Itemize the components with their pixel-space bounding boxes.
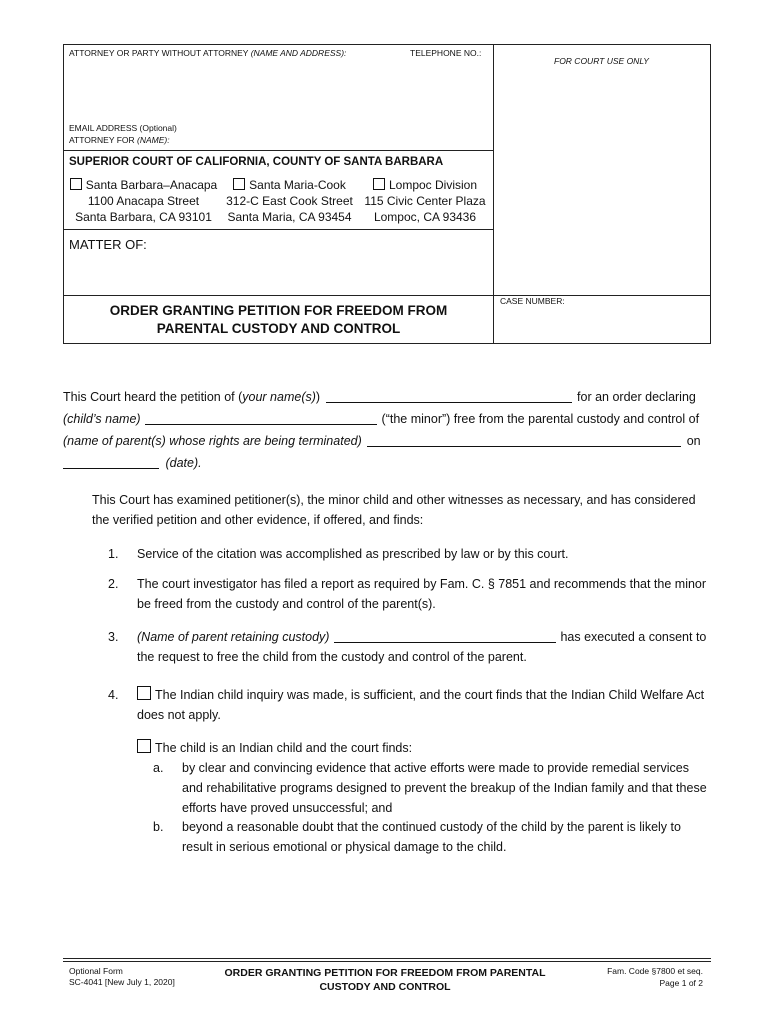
header-right-border: [710, 44, 711, 344]
item-3-text-1: (Name of parent retaining custody) has executed a consent to: [137, 630, 707, 644]
intro-line-4: (date).: [63, 453, 711, 473]
custodial-parent-field[interactable]: [334, 629, 556, 643]
item-4b-line-1: beyond a reasonable doubt that the continued custody of the child by the parent is likely to: [182, 820, 681, 834]
checkbox-santa-maria[interactable]: [233, 178, 245, 190]
intro-line-1: This Court heard the petition of (your name(s)) for an order declaring: [63, 390, 696, 404]
item-4b-line-2: result in serious emotional or physical damage to the child.: [182, 840, 507, 854]
attorney-label: ATTORNEY OR PARTY WITHOUT ATTORNEY (NAME AND ADDRESS):: [69, 48, 347, 58]
matter-of-label: MATTER OF:: [69, 237, 147, 252]
item-4b-label: b.: [153, 820, 164, 834]
division-santa-barbara: Santa Barbara–Anacapa 1100 Anacapa Street Santa Barbara, CA 93101: [66, 177, 221, 225]
form-title: ORDER GRANTING PETITION FOR FREEDOM FROM PARENTAL CUSTODY AND CONTROL: [109, 303, 448, 336]
header-divider-vertical: [493, 44, 494, 344]
checkbox-lompoc[interactable]: [373, 178, 385, 190]
item-4a-line-1: by clear and convincing evidence that active efforts were made to provide remedial services: [182, 761, 689, 775]
header-left-border: [63, 44, 64, 344]
attorney-name-address-field[interactable]: [68, 62, 488, 118]
item-2-text-1: The court investigator has filed a report as required by Fam. C. § 7851 and recommends that the minor: [137, 577, 707, 591]
footer-title: ORDER GRANTING PETITION FOR FREEDOM FROM PARENTAL CUSTODY AND CONTROL: [224, 967, 546, 993]
checkbox-icwa-not-apply[interactable]: [137, 686, 151, 700]
child-name-field[interactable]: [145, 411, 377, 425]
matter-of-field[interactable]: [68, 256, 488, 292]
terminated-parent-field[interactable]: [367, 433, 681, 447]
petitioner-name-field[interactable]: [326, 389, 572, 403]
footer-form-id: SC-4041 [New July 1, 2020]: [69, 977, 175, 987]
item-4a-line-3: efforts have proved unsuccessful; and: [182, 801, 393, 815]
header-rule-court: [63, 150, 494, 151]
header-rule-matter: [63, 229, 494, 230]
item-4-text-2: does not apply.: [137, 708, 221, 722]
item-4-number: 4.: [108, 688, 119, 702]
hearing-date-field[interactable]: [63, 455, 159, 469]
item-3-number: 3.: [108, 630, 119, 644]
case-number-field[interactable]: [498, 308, 704, 340]
attorney-for-label: ATTORNEY FOR (NAME):: [69, 135, 170, 145]
item-1-text: Service of the citation was accomplished as prescribed by law or by this court.: [137, 547, 569, 561]
footer-rule-top: [63, 958, 711, 959]
item-1-number: 1.: [108, 547, 119, 561]
telephone-label: TELEPHONE NO.:: [410, 48, 482, 58]
case-number-label: CASE NUMBER:: [500, 296, 565, 306]
findings-intro-line-2: the verified petition and other evidence, if offered, and finds:: [92, 513, 424, 527]
footer-page: Page 1 of 2: [659, 978, 703, 988]
division-lompoc: Lompoc Division 115 Civic Center Plaza Lompoc, CA 93436: [364, 178, 486, 224]
header-top-border: [63, 44, 711, 45]
footer-code: Fam. Code §7800 et seq.: [607, 966, 703, 976]
checkbox-santa-barbara[interactable]: [70, 178, 82, 190]
item-3-text-2: the request to free the child from the custody and control of the parent.: [137, 650, 527, 664]
item-2-number: 2.: [108, 577, 119, 591]
checkbox-indian-child[interactable]: [137, 739, 151, 753]
item-4a-line-2: and rehabilitative programs designed to prevent the breakup of the Indian family and that these: [182, 781, 707, 795]
court-name: SUPERIOR COURT OF CALIFORNIA, COUNTY OF SANTA BARBARA: [69, 156, 444, 168]
footer-optional-form: Optional Form: [69, 966, 123, 976]
intro-line-3: (name of parent(s) whose rights are being terminated) on: [63, 434, 701, 448]
intro-line-2: (child’s name) (“the minor”) free from the parental custody and control of: [63, 412, 700, 426]
header-bottom-border: [63, 343, 711, 344]
findings-intro-line-1: This Court has examined petitioner(s), the minor child and other witnesses as necessary, and has considered: [92, 493, 696, 507]
item-2-text-2: be freed from the custody and control of the parent(s).: [137, 597, 436, 611]
header-rule-title: [63, 295, 711, 296]
item-4a-label: a.: [153, 761, 164, 775]
footer-rule-bottom: [63, 961, 711, 962]
item-4-indian-child: The child is an Indian child and the court finds:: [137, 738, 712, 758]
item-4-text-1: The Indian child inquiry was made, is sufficient, and the court finds that the Indian Child Welfare Act: [137, 685, 712, 705]
court-use-label: FOR COURT USE ONLY: [554, 56, 649, 66]
email-label: EMAIL ADDRESS (Optional): [69, 123, 177, 133]
division-santa-maria: Santa Maria-Cook 312-C East Cook Street Santa Maria, CA 93454: [226, 178, 353, 224]
